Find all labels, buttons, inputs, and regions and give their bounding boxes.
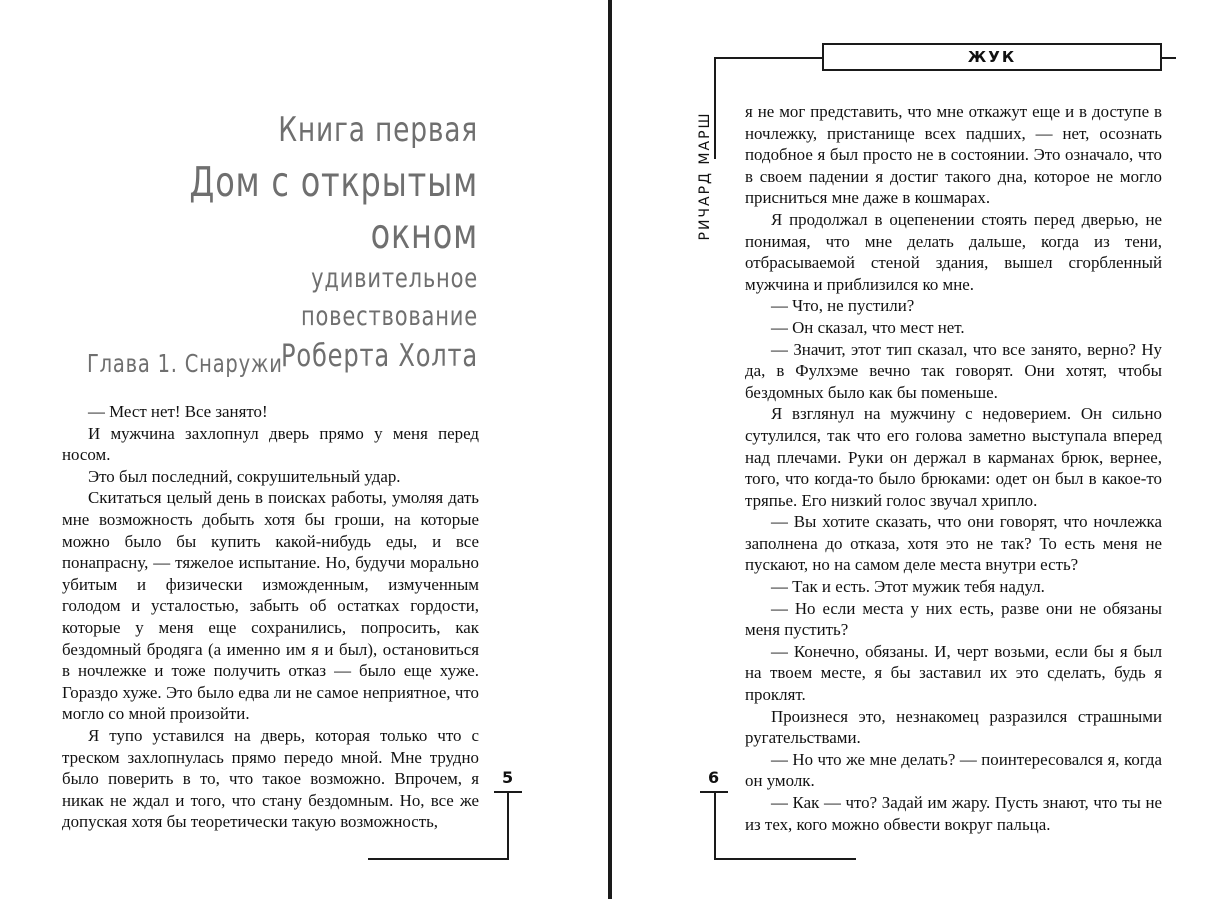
left-page-text <box>62 401 479 833</box>
right-page <box>616 0 1227 899</box>
paragraph: И мужчина захлопнул дверь прямо у меня перед носом. <box>62 423 479 465</box>
paragraph: — Что, не пустили? <box>771 296 915 316</box>
header-line-vertical <box>714 57 716 159</box>
novel-subtitle-author: Роберта Холта <box>281 338 478 374</box>
paragraph: Я тупо уставился на дверь, которая только что с треском захлопнулась прямо передо мной. Мне трудно было поверить в то, что такое возможно. Впрочем, я никак не ждал и того, что стану бездомным. Но, все же допуская хотя бы теоретически такую возможность, <box>62 725 479 832</box>
page-number: 6 <box>708 768 720 787</box>
page-number: 5 <box>502 768 514 787</box>
book-title-block <box>135 104 478 376</box>
paragraph: — Значит, этот тип сказал, что все занято, верно? Ну да, в Фулхэме вечно так говорят. Они хотят, чтобы бездомных было как бы поменьше. <box>745 339 1162 402</box>
page-number-frame-bottom <box>714 858 856 860</box>
novel-subtitle: удивительное повествование <box>300 263 478 332</box>
header-line-left <box>714 57 822 59</box>
paragraph: Я взглянул на мужчину с недоверием. Он сильно сутулился, так что его голова заметно выступала вперед над плечами. Руки он держал в карманах брюк, вернее, того, что когда-то было брюками: одет он был в какое-то тряпье. Его низкий голос звучал хрипло. <box>745 404 1162 510</box>
paragraph: Скитаться целый день в поисках работы, умоляя дать мне возможность добыть хотя бы гроши, на которые можно было бы купить какой-нибудь еды, и все понапрасну, — тяжелое испытание. Но, будучи морально убитым и физически изможденным, измученным голодом и усталостью, забыть об остатках гордости, которые у меня еще сохранились, попросить, как бездомный бродяга (а именно им я и был), остановиться в ночлежке и тоже получить отказ — было еще хуже. Гораздо хуже. Это было едва ли не самое неприятное, что могло со мной произойти. <box>62 488 479 724</box>
left-page <box>0 0 608 899</box>
paragraph: — Но если места у них есть, разве они не обязаны меня пустить? <box>745 598 1162 640</box>
paragraph: Я продолжал в оцепенении стоять перед дверью, не понимая, что мне делать дальше, когда из тени, отбрасываемой стеной здания, вышел сгорбленный мужчина и приблизился ко мне. <box>745 209 1162 294</box>
paragraph: я не мог представить, что мне откажут еще и в доступе в ночлежку, пристанище всех падших, — нет, осознать подобное я был просто не в состоянии. Это означало, что в своем падении я достиг такого дна, которое не могло присниться мне даже в кошмарах. <box>745 102 1162 208</box>
right-page-text <box>745 101 1162 835</box>
paragraph: — Но что же мне делать? — поинтересовался я, когда он умолк. <box>745 749 1162 791</box>
paragraph: Это был последний, сокрушительный удар. <box>88 466 401 486</box>
chapter-heading: Глава 1. Снаружи <box>87 349 283 378</box>
paragraph: — Он сказал, что мест нет. <box>771 317 965 337</box>
page-number-frame-vertical <box>714 791 716 860</box>
paragraph: — Так и есть. Этот мужик тебя надул. <box>771 577 1045 597</box>
header-line-right <box>1162 57 1176 59</box>
paragraph: Произнеся это, незнакомец разразился страшными ругательствами. <box>745 706 1162 748</box>
paragraph: — Как — что? Задай им жару. Пусть знают, что ты не из тех, кого можно обвести вокруг пальца. <box>745 793 1162 834</box>
page-number-frame-vertical <box>507 791 509 860</box>
running-header: ЖУК <box>822 43 1162 71</box>
book-part-title: Книга первая <box>278 110 478 150</box>
page-number-frame-bottom <box>368 858 509 860</box>
paragraph: — Вы хотите сказать, что они говорят, что ночлежка заполнена до отказа, хотя это не так? То есть меня не пускают, но на самом деле места внутри есть? <box>745 512 1162 575</box>
paragraph: — Конечно, обязаны. И, черт возьми, если бы я был на твоем месте, я бы заставил их это сделать, будь я проклят. <box>745 641 1162 705</box>
paragraph: — Мест нет! Все занято! <box>88 402 268 421</box>
novel-title: Дом с открытым окном <box>189 158 479 258</box>
running-author: РИЧАРД МАРШ <box>697 111 713 241</box>
book-spine <box>608 0 612 899</box>
